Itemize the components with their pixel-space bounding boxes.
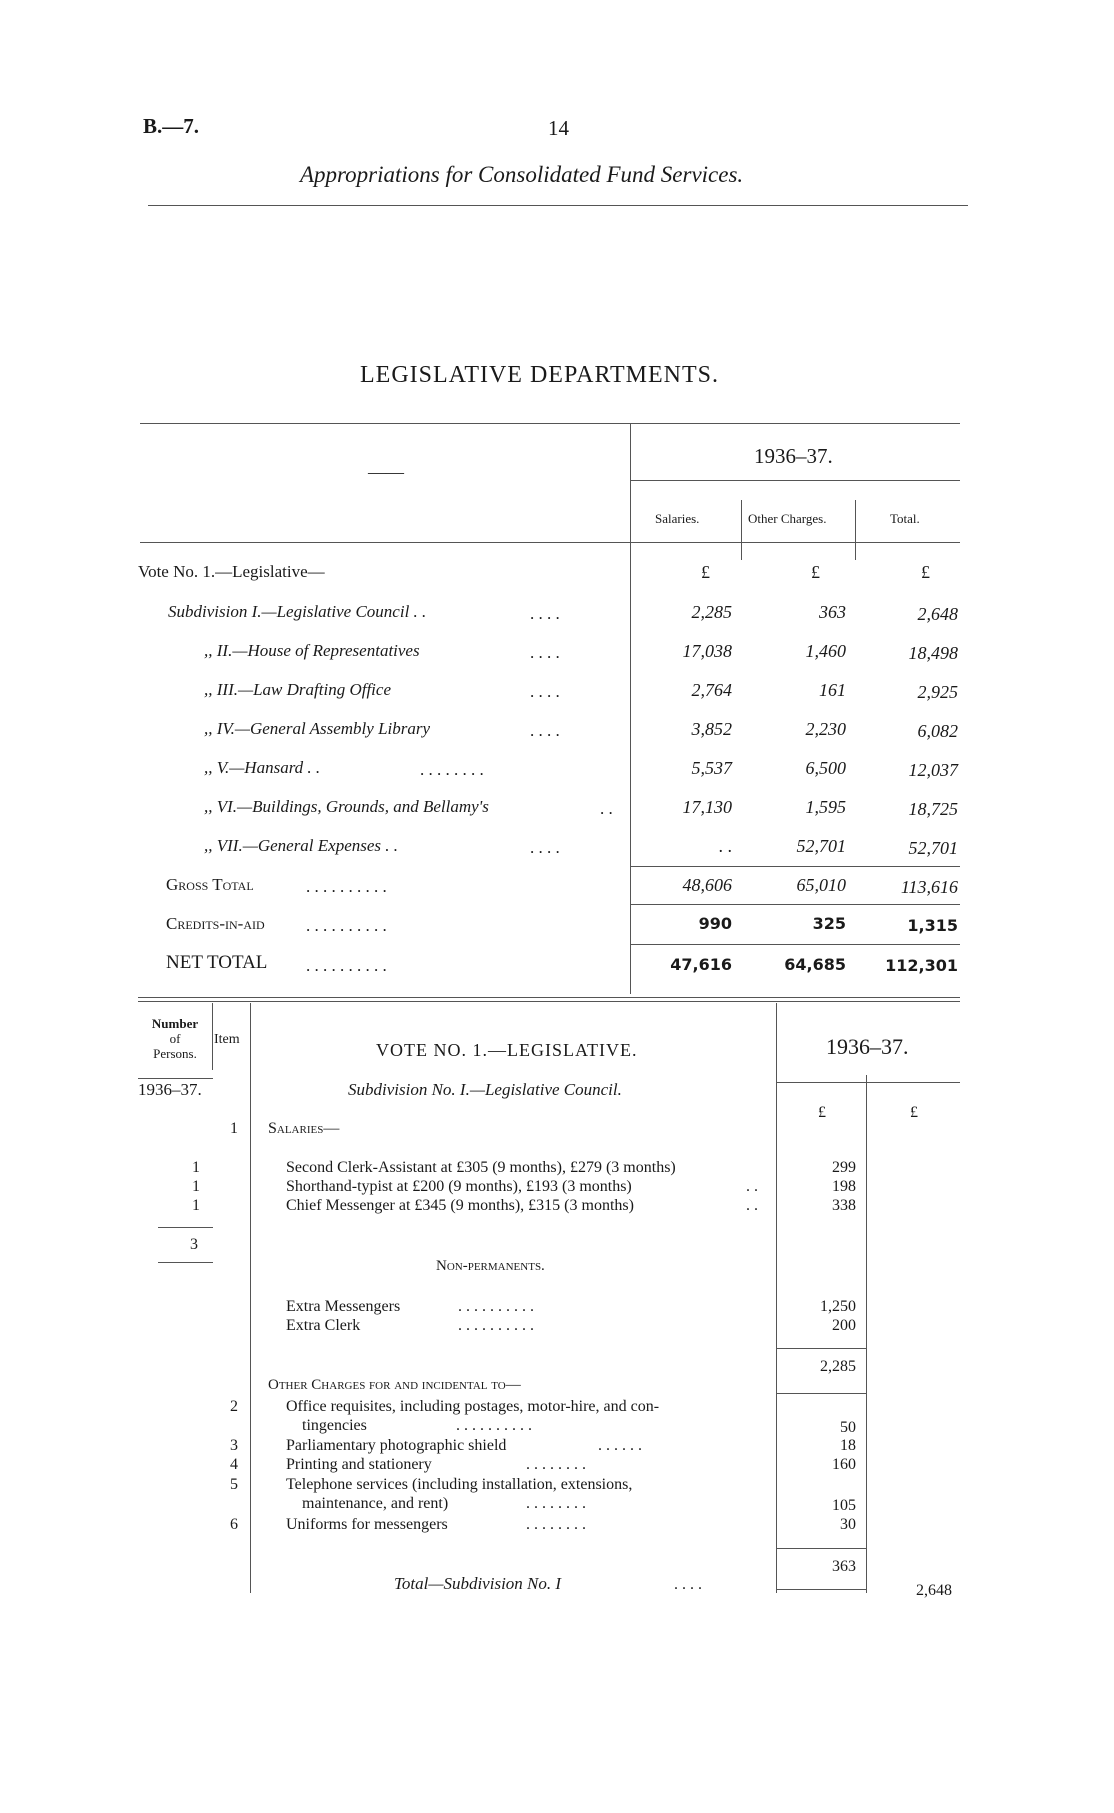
total-dots: . . . . bbox=[674, 1576, 702, 1593]
row-label: Subdivision I.—Legislative Council . . bbox=[168, 602, 427, 621]
row-dots: . . . . bbox=[530, 721, 560, 740]
other-dots: . . . . . . . . bbox=[526, 1456, 586, 1473]
vote-label: Vote No. 1.—Legislative— bbox=[138, 562, 325, 581]
currency-col-2: £ bbox=[910, 1104, 918, 1121]
row-other: 6,500 bbox=[805, 758, 846, 778]
report-ref: B.—7. bbox=[143, 114, 200, 138]
persons-header-line: of bbox=[169, 1031, 181, 1046]
persons-count: 1 bbox=[192, 1178, 200, 1195]
page-number: 14 bbox=[548, 116, 569, 140]
other-dots: . . . . . . . . bbox=[526, 1495, 586, 1512]
salary-dots: . . bbox=[746, 1197, 758, 1214]
year-rule bbox=[776, 1082, 960, 1083]
row-total: 6,082 bbox=[917, 721, 958, 741]
year-underline bbox=[630, 480, 960, 481]
persons-sum-rule bbox=[158, 1227, 213, 1228]
row-dots: . . . . bbox=[530, 838, 560, 857]
row-other: 363 bbox=[819, 602, 846, 622]
other-amount: 30 bbox=[840, 1516, 856, 1533]
summary-divider bbox=[630, 424, 631, 994]
net-total: 112,301 bbox=[885, 956, 958, 975]
currency-salaries: £ bbox=[701, 562, 710, 582]
col-divider-1 bbox=[741, 500, 742, 560]
nonperm-heading: Non-permanents. bbox=[436, 1258, 545, 1274]
row-dots: . . bbox=[600, 799, 613, 818]
other-text-cont: tingencies bbox=[302, 1417, 367, 1434]
item-number: 6 bbox=[230, 1516, 238, 1533]
col-total: Total. bbox=[890, 511, 920, 526]
detail-year: 1936–37. bbox=[826, 1034, 909, 1059]
currency-col-1: £ bbox=[818, 1104, 826, 1121]
other-text: Telephone services (including installation, extensions, bbox=[286, 1476, 633, 1493]
header-rule bbox=[148, 205, 968, 206]
row-total: 2,648 bbox=[917, 604, 958, 624]
other-charges-heading: Other Charges for and incidental to— bbox=[268, 1377, 521, 1393]
gross-salaries: 48,606 bbox=[682, 875, 732, 895]
salary-amount: 198 bbox=[832, 1178, 856, 1195]
salary-amount: 299 bbox=[832, 1159, 856, 1176]
nonperm-text: Extra Clerk bbox=[286, 1317, 361, 1334]
row-salaries: 17,038 bbox=[682, 641, 732, 661]
salary-text: Second Clerk-Assistant at £305 (9 months), £279 (3 months) bbox=[286, 1159, 676, 1176]
other-amount: 18 bbox=[840, 1437, 856, 1454]
section-title: LEGISLATIVE DEPARTMENTS. bbox=[360, 362, 720, 388]
other-total: 363 bbox=[832, 1558, 856, 1575]
row-total: 18,725 bbox=[908, 799, 958, 819]
gross-total: 113,616 bbox=[900, 877, 958, 897]
row-salaries: 3,852 bbox=[691, 719, 732, 739]
summary-dash: —— bbox=[368, 462, 404, 482]
item-header: Item bbox=[214, 1032, 240, 1047]
row-other: 161 bbox=[819, 680, 846, 700]
nonperm-dots: . . . . . . . . . . bbox=[458, 1317, 534, 1334]
persons-year: 1936–37. bbox=[138, 1080, 202, 1099]
persons-total-rule bbox=[158, 1262, 213, 1263]
credits-dots: . . . . . . . . . . bbox=[306, 916, 387, 935]
item-number: 4 bbox=[230, 1456, 238, 1473]
item-number: 5 bbox=[230, 1476, 238, 1493]
persons-count: 1 bbox=[192, 1159, 200, 1176]
col-salaries: Salaries. bbox=[655, 511, 700, 526]
row-label: ,, II.—House of Representatives bbox=[204, 641, 420, 660]
other-text: Parliamentary photographic shield bbox=[286, 1437, 507, 1454]
net-salaries: 47,616 bbox=[670, 955, 732, 974]
salary-text: Chief Messenger at £345 (9 months), £315 (3 months) bbox=[286, 1197, 634, 1214]
credits-total: 1,315 bbox=[907, 916, 958, 935]
row-other: 2,230 bbox=[805, 719, 846, 739]
currency-other: £ bbox=[811, 562, 820, 582]
subtotal-rule bbox=[630, 866, 960, 867]
row-dots: . . . . bbox=[530, 682, 560, 701]
salary-amount: 338 bbox=[832, 1197, 856, 1214]
other-text: Printing and stationery bbox=[286, 1456, 432, 1473]
row-label: ,, VI.—Buildings, Grounds, and Bellamy's bbox=[204, 797, 489, 816]
credits-other: 325 bbox=[812, 914, 846, 933]
other-total-rule bbox=[776, 1589, 866, 1590]
net-other: 64,685 bbox=[784, 955, 846, 974]
row-total: 18,498 bbox=[908, 643, 958, 663]
persons-count: 1 bbox=[192, 1197, 200, 1214]
row-label: ,, IV.—General Assembly Library bbox=[204, 719, 431, 738]
salaries-total: 2,285 bbox=[820, 1358, 856, 1375]
currency-total: £ bbox=[921, 562, 930, 582]
row-salaries: 2,285 bbox=[691, 602, 732, 622]
other-sum-rule bbox=[776, 1548, 866, 1549]
other-dots: . . . . . . . . . . bbox=[456, 1417, 532, 1434]
salaries-item: 1 bbox=[230, 1120, 238, 1137]
persons-header-line: Number bbox=[151, 1016, 199, 1031]
persons-header bbox=[140, 1016, 210, 1061]
row-salaries: 17,130 bbox=[682, 797, 732, 817]
row-total: 2,925 bbox=[917, 682, 958, 702]
summary-top-rule bbox=[140, 423, 960, 424]
grand-total: 2,648 bbox=[916, 1582, 952, 1599]
credits-rule bbox=[630, 944, 960, 945]
item-divider bbox=[250, 1003, 251, 1593]
other-text: Office requisites, including postages, motor-hire, and con- bbox=[286, 1398, 660, 1415]
row-label: ,, III.—Law Drafting Office bbox=[204, 680, 391, 699]
other-dots: . . . . . . bbox=[598, 1437, 642, 1454]
page-title: Appropriations for Consolidated Fund Services. bbox=[300, 162, 744, 187]
salary-dots: . . bbox=[746, 1178, 758, 1195]
gross-rule bbox=[630, 904, 960, 905]
total-label: Total—Subdivision No. I bbox=[394, 1574, 562, 1593]
salaries-total-rule bbox=[776, 1393, 866, 1394]
salaries-sum-rule bbox=[776, 1348, 866, 1349]
row-other: 1,595 bbox=[805, 797, 846, 817]
nonperm-amount: 1,250 bbox=[820, 1298, 856, 1315]
row-dots: . . . . bbox=[530, 604, 560, 623]
row-dots: . . . . bbox=[530, 643, 560, 662]
credits-label: Credits-in-aid bbox=[166, 914, 265, 933]
persons-header-line: Persons. bbox=[153, 1046, 197, 1061]
credits-salaries: 990 bbox=[698, 914, 732, 933]
row-label: ,, VII.—General Expenses . . bbox=[204, 836, 399, 855]
summary-header-rule bbox=[140, 542, 960, 543]
persons-total: 3 bbox=[190, 1236, 198, 1253]
col-other-charges: Other Charges. bbox=[748, 511, 827, 526]
summary-bottom-rule-2 bbox=[138, 1001, 960, 1002]
nonperm-dots: . . . . . . . . . . bbox=[458, 1298, 534, 1315]
net-dots: . . . . . . . . . . bbox=[306, 956, 387, 975]
nonperm-amount: 200 bbox=[832, 1317, 856, 1334]
other-text-cont: maintenance, and rent) bbox=[302, 1495, 449, 1512]
other-dots: . . . . . . . . bbox=[526, 1516, 586, 1533]
row-total: 52,701 bbox=[908, 838, 958, 858]
row-salaries: . . bbox=[718, 836, 732, 856]
row-salaries: 2,764 bbox=[691, 680, 732, 700]
gross-other: 65,010 bbox=[796, 875, 846, 895]
vote-title: VOTE NO. 1.—LEGISLATIVE. bbox=[376, 1040, 638, 1060]
item-number: 3 bbox=[230, 1437, 238, 1454]
row-dots: . . . . . . . . bbox=[420, 760, 484, 779]
persons-divider bbox=[212, 1003, 213, 1070]
other-text: Uniforms for messengers bbox=[286, 1516, 448, 1533]
row-total: 12,037 bbox=[908, 760, 958, 780]
net-label: NET TOTAL bbox=[166, 952, 268, 973]
subdivision-title: Subdivision No. I.—Legislative Council. bbox=[348, 1080, 622, 1099]
gross-label: Gross Total bbox=[166, 875, 254, 894]
persons-header-rule bbox=[138, 1078, 213, 1079]
row-other: 52,701 bbox=[796, 836, 846, 856]
amount-divider-2 bbox=[866, 1075, 867, 1593]
item-number: 2 bbox=[230, 1398, 238, 1415]
col-divider-2 bbox=[855, 500, 856, 560]
other-amount: 50 bbox=[840, 1419, 856, 1436]
gross-dots: . . . . . . . . . . bbox=[306, 877, 387, 896]
other-amount: 105 bbox=[832, 1497, 856, 1514]
summary-year: 1936–37. bbox=[754, 444, 833, 468]
row-salaries: 5,537 bbox=[691, 758, 732, 778]
salary-text: Shorthand-typist at £200 (9 months), £193 (3 months) bbox=[286, 1178, 632, 1195]
row-other: 1,460 bbox=[805, 641, 846, 661]
summary-bottom-rule bbox=[138, 997, 960, 998]
salaries-heading: Salaries— bbox=[268, 1120, 340, 1137]
other-amount: 160 bbox=[832, 1456, 856, 1473]
row-label: ,, V.—Hansard . . bbox=[204, 758, 321, 777]
nonperm-text: Extra Messengers bbox=[286, 1298, 401, 1315]
